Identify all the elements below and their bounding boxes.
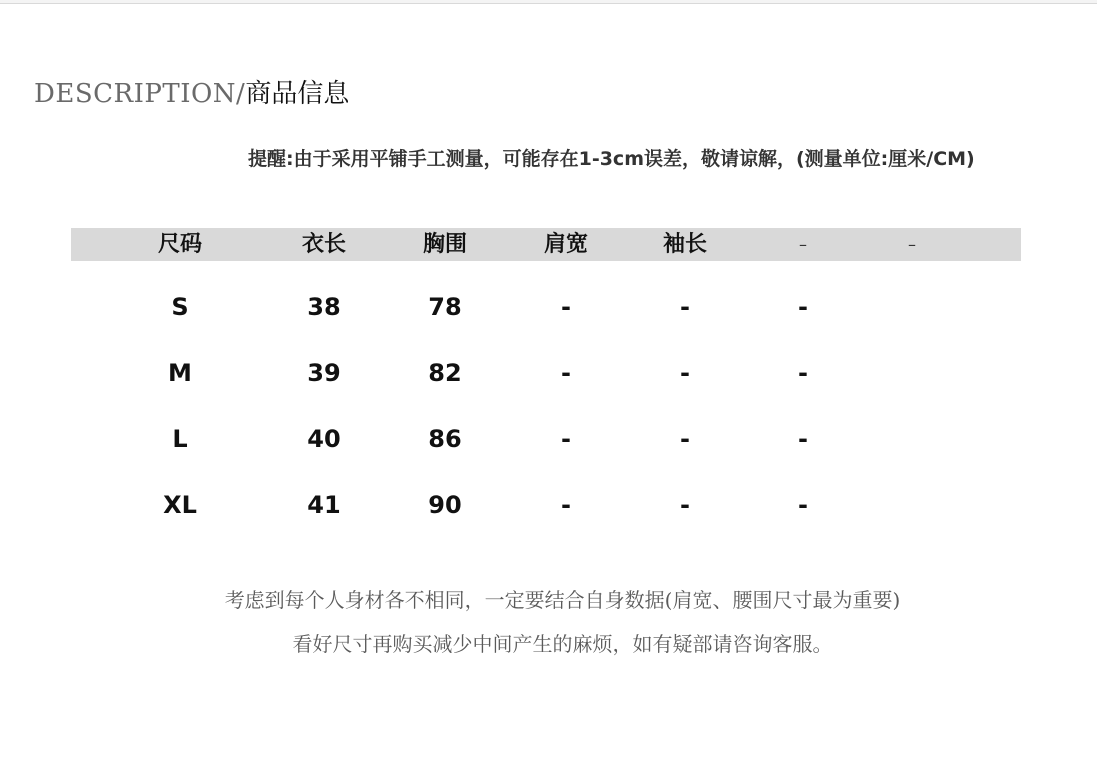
row-sleeve: - [680, 359, 690, 387]
row-chest: 78 [428, 293, 462, 321]
row-extra: - [798, 293, 808, 321]
row-sleeve: - [680, 293, 690, 321]
row-extra: - [798, 491, 808, 519]
row-size: M [168, 359, 192, 387]
row-length: 39 [307, 359, 341, 387]
header-size: 尺码 [157, 232, 203, 257]
footnote-contact-service: 看好尺寸再购买减少中间产生的麻烦，如有疑部请咨询客服。 [292, 632, 833, 656]
header-chest: 胸围 [422, 232, 468, 257]
row-length: 38 [307, 293, 341, 321]
row-chest: 82 [428, 359, 462, 387]
row-length: 41 [307, 491, 341, 519]
row-shoulder: - [561, 359, 571, 387]
row-shoulder: - [561, 491, 571, 519]
header-blank-2: – [908, 235, 916, 254]
title-chinese: 商品信息 [245, 79, 350, 109]
row-extra: - [798, 359, 808, 387]
row-shoulder: - [561, 425, 571, 453]
row-sleeve: - [680, 425, 690, 453]
header-sleeve: 袖长 [662, 232, 708, 257]
measurement-notice: 提醒:由于采用平铺手工测量，可能存在1-3cm误差，敬请谅解，(测量单位:厘米/CM) [248, 148, 975, 170]
page-title [34, 78, 349, 110]
row-size: S [171, 293, 189, 321]
row-chest: 90 [428, 491, 462, 519]
row-chest: 86 [428, 425, 462, 453]
header-shoulder: 肩宽 [543, 232, 589, 257]
row-shoulder: - [561, 293, 571, 321]
footnote-fit-advice: 考虑到每个人身材各不相同，一定要结合自身数据(肩宽、腰围尺寸最为重要) [224, 588, 901, 612]
top-border [0, 0, 1097, 4]
title-english: DESCRIPTION/ [34, 79, 246, 109]
header-length: 衣长 [301, 232, 347, 257]
row-size: XL [163, 491, 197, 519]
header-blank-1: – [799, 235, 807, 254]
row-extra: - [798, 425, 808, 453]
row-sleeve: - [680, 491, 690, 519]
row-size: L [172, 425, 188, 453]
row-length: 40 [307, 425, 341, 453]
